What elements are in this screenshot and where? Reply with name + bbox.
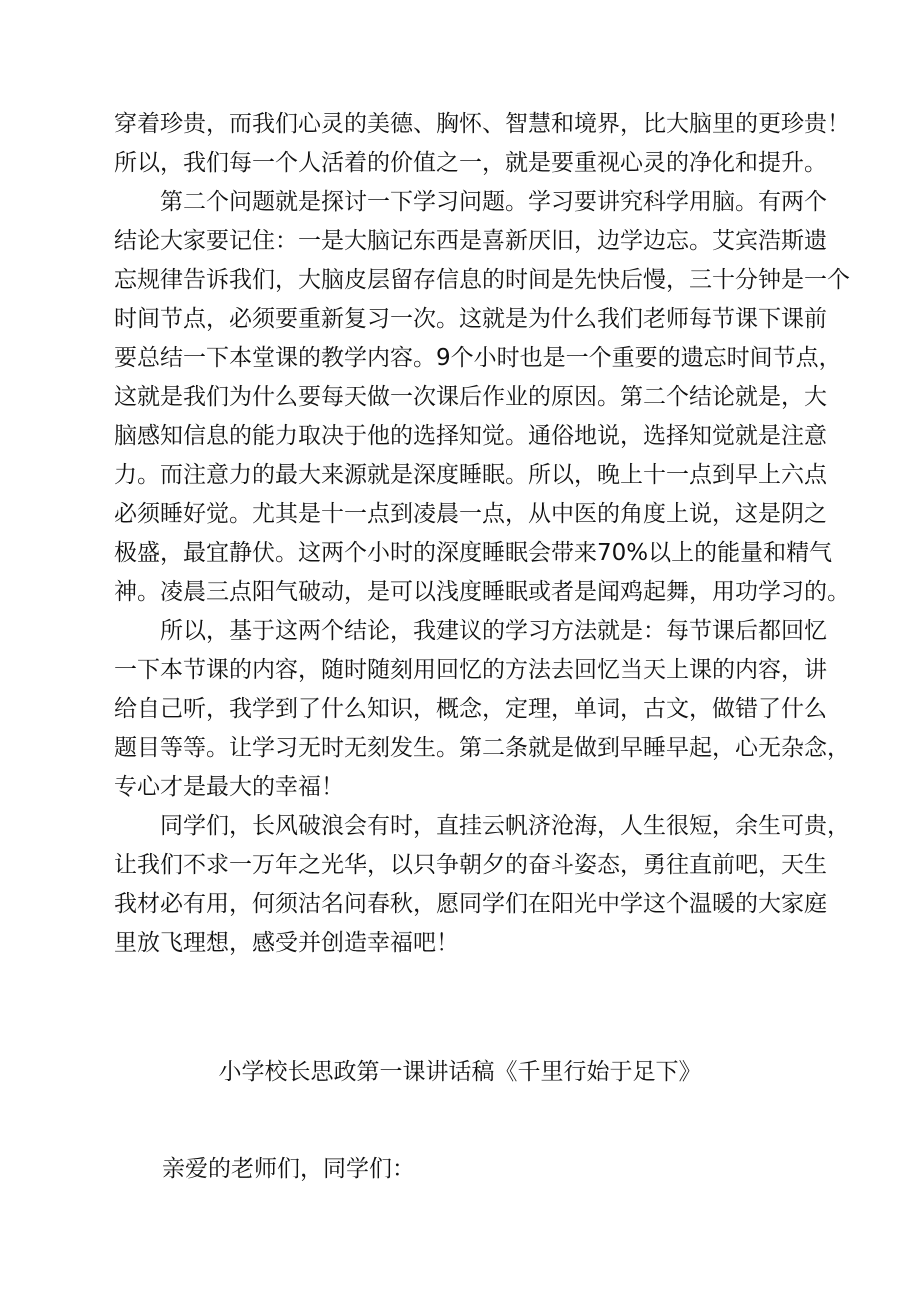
text-line: 时间节点，必须要重新复习一次。这就是为什么我们老师每节课下课前 bbox=[114, 306, 827, 332]
text-line: 极盛，最宜静伏。这两个小时的深度睡眠会带来70%以上的能量和精气 bbox=[114, 540, 833, 566]
text-line: 我材必有用，何须沽名问春秋，愿同学们在阳光中学这个温暖的大家庭 bbox=[114, 891, 827, 917]
speech-title: 小学校长思政第一课讲话稿《千里行始于足下》 bbox=[218, 1059, 702, 1085]
text-line: 里放飞理想，感受并创造幸福吧！ bbox=[114, 930, 459, 956]
text-line: 所以，我们每一个人活着的价值之一，就是要重视心灵的净化和提升。 bbox=[114, 150, 827, 176]
paragraph-start-line: 同学们，长风破浪会有时，直挂云帆济沧海，人生很短，余生可贵， bbox=[160, 813, 850, 839]
paragraph-start-line: 所以，基于这两个结论，我建议的学习方法就是：每节课后都回忆 bbox=[160, 618, 827, 644]
text-line: 专心才是最大的幸福！ bbox=[114, 774, 344, 800]
text-line: 脑感知信息的能力取决于他的选择知觉。通俗地说，选择知觉就是注意 bbox=[114, 423, 827, 449]
text-line: 必须睡好觉。尤其是十一点到凌晨一点，从中医的角度上说，这是阴之 bbox=[114, 501, 827, 527]
text-line: 这就是我们为什么要每天做一次课后作业的原因。第二个结论就是，大 bbox=[114, 384, 827, 410]
text-line: 题目等等。让学习无时无刻发生。第二条就是做到早睡早起，心无杂念， bbox=[114, 735, 850, 761]
paragraph-start-line: 第二个问题就是探讨一下学习问题。学习要讲究科学用脑。有两个 bbox=[160, 189, 827, 215]
text-line: 给自己听，我学到了什么知识，概念，定理，单词，古文，做错了什么 bbox=[114, 696, 827, 722]
text-line: 让我们不求一万年之光华，以只争朝夕的奋斗姿态，勇往直前吧，天生 bbox=[114, 852, 827, 878]
text-line: 要总结一下本堂课的教学内容。9个小时也是一个重要的遗忘时间节点， bbox=[114, 345, 842, 371]
text-line: 忘规律告诉我们，大脑皮层留存信息的时间是先快后慢，三十分钟是一个 bbox=[114, 267, 850, 293]
text-line: 神。凌晨三点阳气破动，是可以浅度睡眠或者是闻鸡起舞，用功学习的。 bbox=[114, 579, 850, 605]
text-line: 结论大家要记住：一是大脑记东西是喜新厌旧，边学边忘。艾宾浩斯遗 bbox=[114, 228, 827, 254]
body-text bbox=[114, 105, 850, 963]
text-line: 穿着珍贵，而我们心灵的美德、胸怀、智慧和境界，比大脑里的更珍贵！ bbox=[114, 111, 850, 137]
greeting-line: 亲爱的老师们，同学们： bbox=[162, 1156, 415, 1182]
text-line: 一下本节课的内容，随时随刻用回忆的方法去回忆当天上课的内容，讲 bbox=[114, 657, 827, 683]
text-line: 力。而注意力的最大来源就是深度睡眠。所以，晚上十一点到早上六点 bbox=[114, 462, 827, 488]
